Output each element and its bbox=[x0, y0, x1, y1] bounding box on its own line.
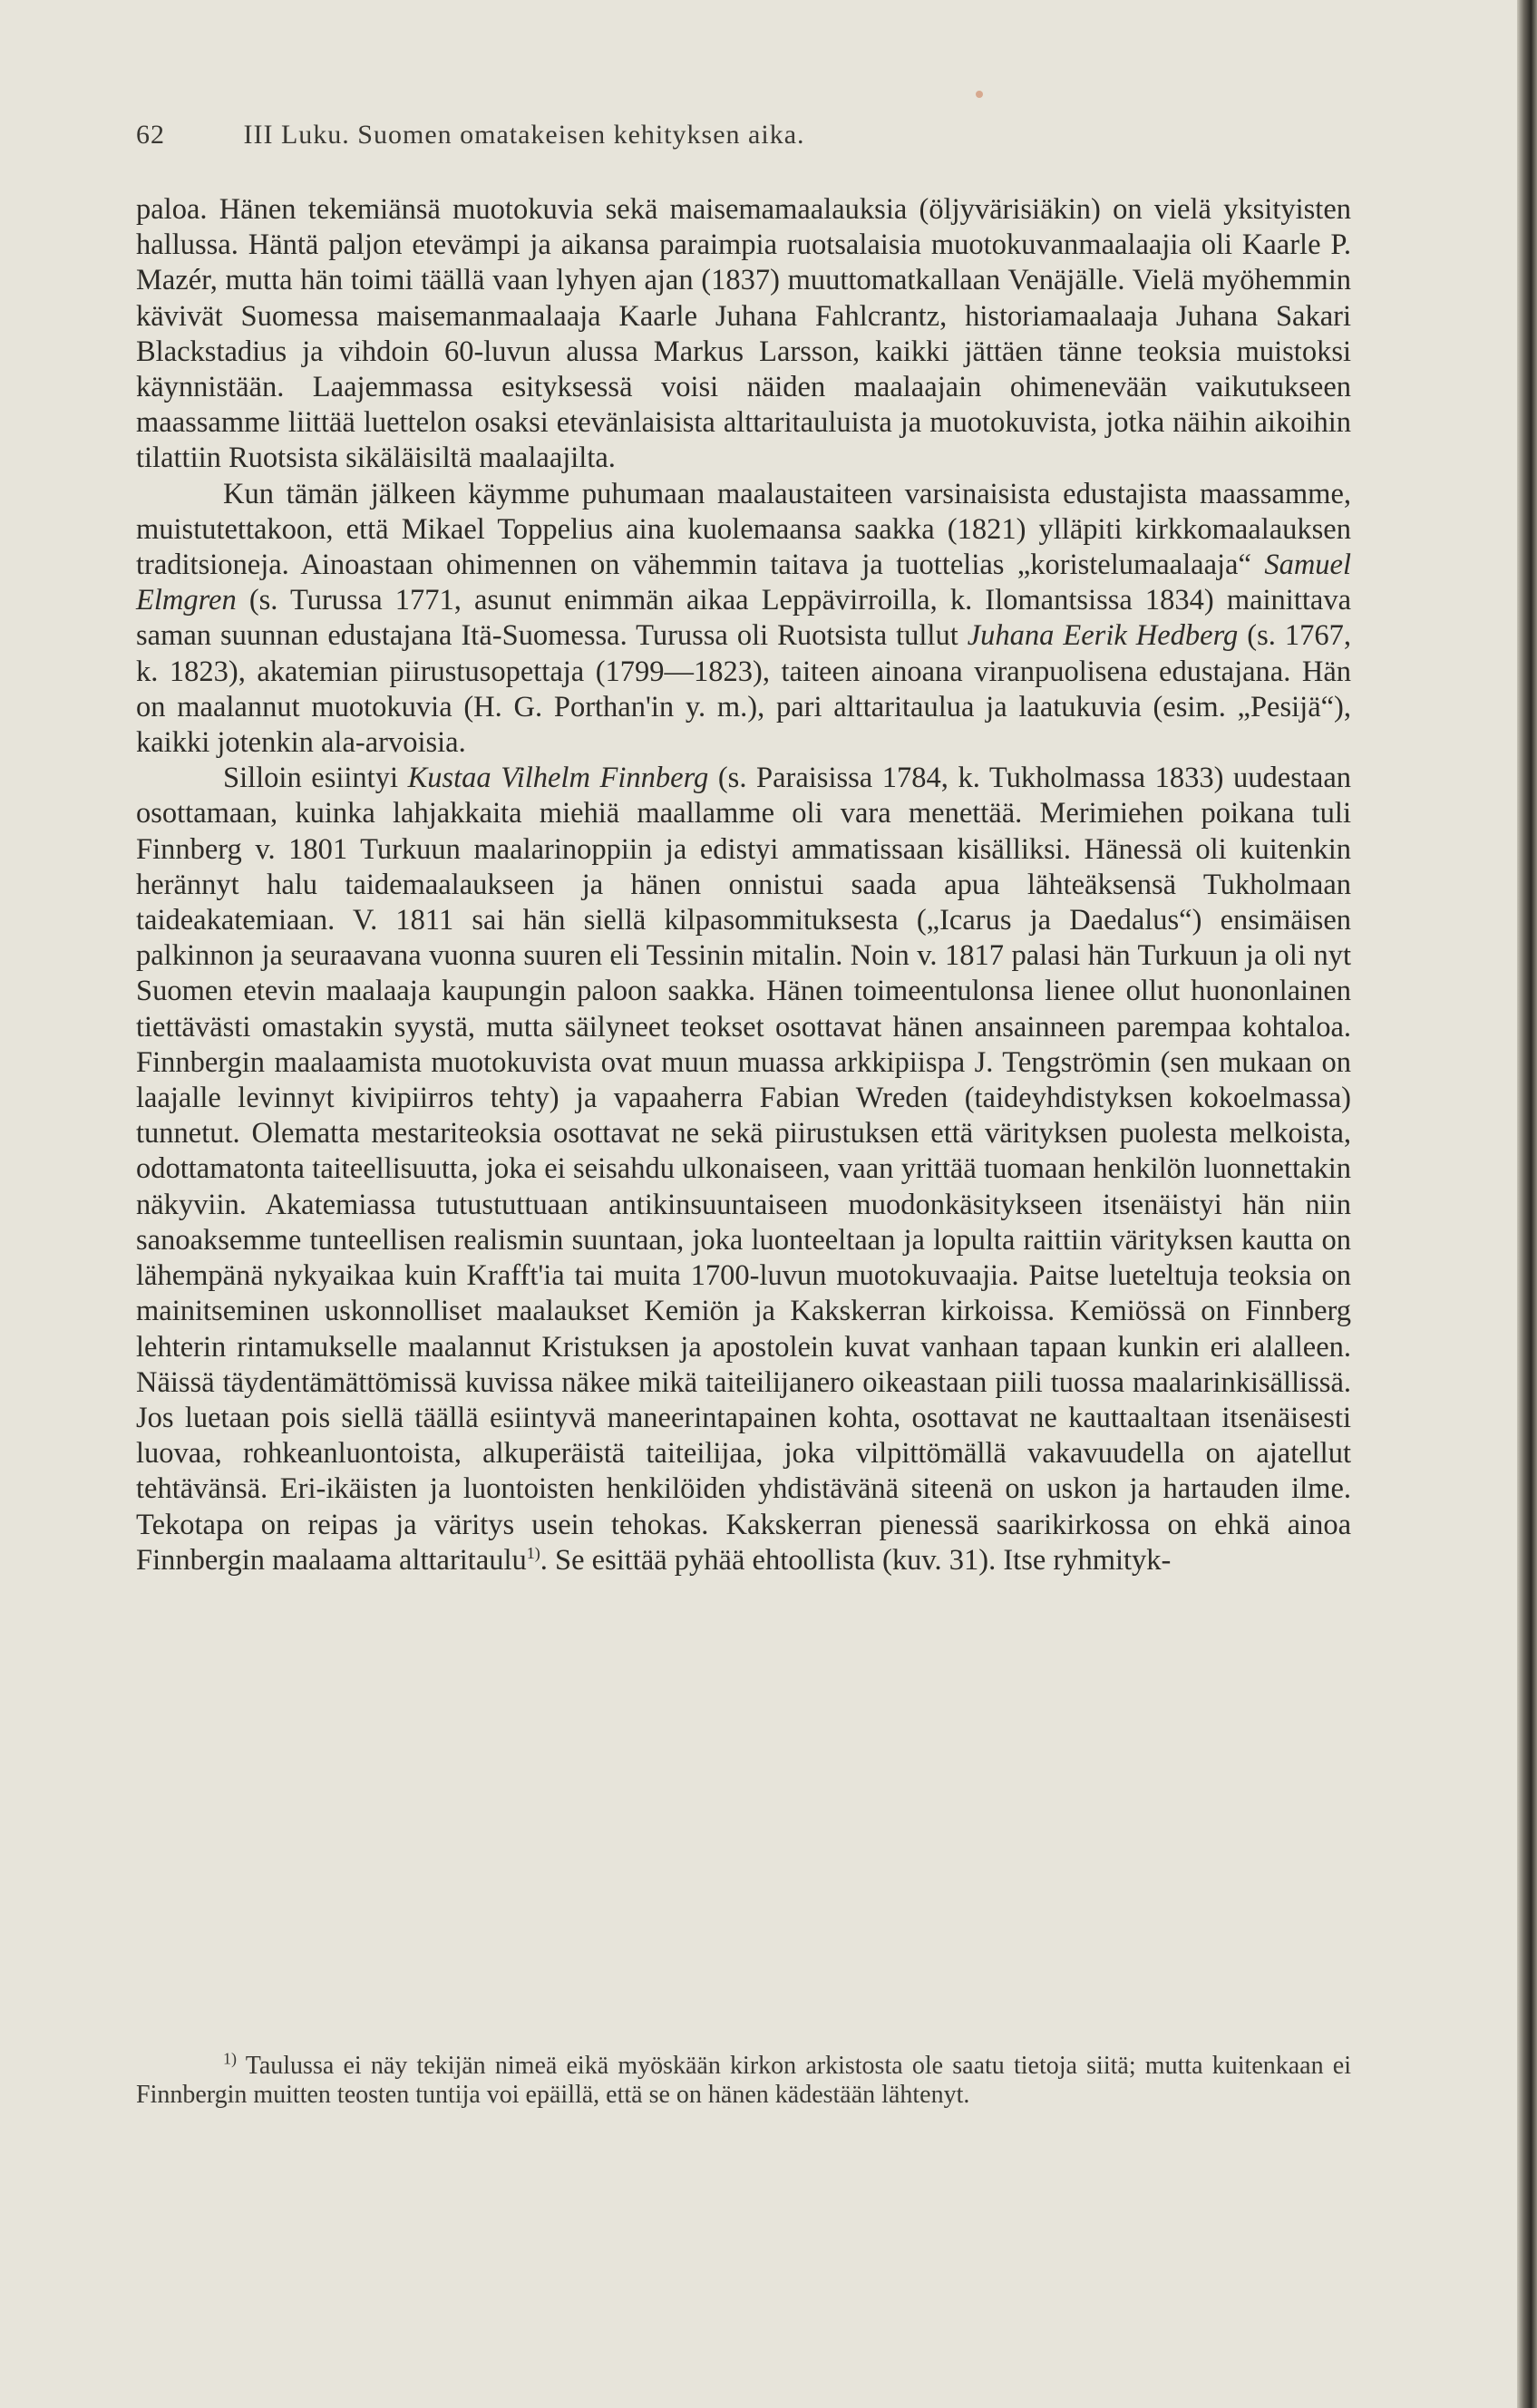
paragraph-text: (s. Turussa 1771, asunut enimmän aikaa Leppävirroilla, k. Ilomantsissa 1834) mainittava saman suunnan edustajana Itä-Suomessa. Turussa oli Ruotsista tullut bbox=[136, 584, 1351, 653]
page-number: 62 bbox=[136, 120, 165, 150]
paragraph bbox=[136, 477, 1351, 762]
paragraph bbox=[136, 761, 1351, 1578]
footnote-paragraph bbox=[136, 2049, 1351, 2110]
running-header bbox=[136, 120, 1351, 150]
footnote-marker: 1) bbox=[223, 2049, 237, 2068]
person-name: Juhana Eerik Hedberg bbox=[967, 619, 1239, 653]
footnote bbox=[136, 2049, 1351, 2110]
paragraph-text: (s. Paraisissa 1784, k. Tukholmassa 1833) uudestaan osottamaan, kuinka lahjakkaita miehiä maallamme oli vara menettää. Merimiehen poikana tuli Finnberg v. 1801 Turkuun maalarinoppiin ja edistyi ammatissaan kisälliksi. Hänessä oli kuitenkin herännyt halu taidemaalaukseen ja hänen onnistui saada apua lähteäksensä Tukholmaan taideakatemiaan. V. 1811 sai hän siellä kilpasommituksesta („Icarus ja Daedalus“) ensimäisen palkinnon ja seuraavana vuonna suuren eli Tessinin mitalin. Noin v. 1817 palasi hän Turkuun ja oli nyt Suomen etevin maalaaja kaupungin paloon saakka. Hänen toimeentulonsa lienee ollut huononlainen tiettävästi omastakin syystä, mutta säilyneet teokset osottavat hänen ansainneen parempaa kohtaloa. Finnbergin maalaamista muotokuvista ovat muun muassa arkkipiispa J. Tengströmin (sen mukaan on laajalle levinnyt kivipiirros tehty) ja vapaaherra Fabian Wreden (taideyhdistyksen kokoelmassa) tunnetut. Olematta mestariteoksia osottavat ne sekä piirustuksen että värityksen puolesta melkoista, odottamatonta taiteellisuutta, joka ei seisahdu ulkonaiseen, vaan yrittää tuomaan henkilön luonnettakin näkyviin. Akatemiassa tutustuttuaan antikinsuuntaiseen muodonkäsitykseen itsenäistyi hän niin sanoaksemme tunteellisen realismin suuntaan, joka luonteeltaan ja lopulta raittiin värityksen kautta on lähempänä nykyaikaa kuin Krafft'ia tai muita 1700-luvun muotokuvaajia. Paitse lueteltuja teoksia on mainitseminen uskonnolliset maalaukset Kemiön ja Kakskerran kirkoissa. Kemiössä on Finnberg lehterin rintamukselle maalannut Kristuksen ja apostolein kuvat vanhaan tapaan kunkin eri alalleen. Näissä täydentämättömissä kuvissa näkee mikä taiteilijanero oikeastaan piili tuossa maalarinkisällissä. Jos luetaan pois siellä täällä esiintyvä maneerintapainen kohta, osottavat ne kauttaaltaan itsenäisesti luovaa, rohkeanluontoista, alkuperäistä taiteilijaa, joka vilpittömällä vakavuudella on ajatellut tehtävänsä. Eri-ikäisten ja luontoisten henkilöiden yhdistävänä siteenä on uskon ja hartauden ilme. Tekotapa on reipas ja väritys usein tehokas. Kakskerran pienessä saarikirkossa on ehkä ainoa Finnbergin maalaama alttaritaulu bbox=[136, 762, 1351, 1577]
person-name: Samuel Elmgren bbox=[136, 549, 1351, 617]
person-name: Kustaa Vilhelm Finnberg bbox=[407, 762, 709, 795]
paragraph-text: Kun tämän jälkeen käymme puhumaan maalaustaiteen varsinaisista edustajista maassamme, muistutettakoon, että Mikael Toppelius aina kuolemaansa saakka (1821) ylläpiti kirkkomaalauksen traditsioneja. Ainoastaan ohimennen on vähemmin taitava ja tuottelias „koristelumaalaaja“ bbox=[136, 477, 1351, 582]
page-edge-shadow bbox=[1517, 0, 1537, 2408]
paragraph bbox=[136, 192, 1351, 477]
paragraph-text: Silloin esiintyi bbox=[223, 762, 408, 795]
footnote-text: Taulussa ei näy tekijän nimeä eikä myöskään kirkon arkistosta ole saatu tietoja siitä; mutta kuitenkaan ei Finnbergin muitten teosten tuntija voi epäillä, että se on hänen kädestään lähtenyt. bbox=[136, 2052, 1351, 2109]
paragraph-text: paloa. Hänen tekemiänsä muotokuvia sekä maisemamaalauksia (öljyvärisiäkin) on vielä yksityisten hallussa. Häntä paljon etevämpi ja aikansa paraimpia ruotsalaisia muotokuvanmaalaajia oli Kaarle P. Mazér, mutta hän toimi täällä vaan lyhyen ajan (1837) muuttomatkallaan Venäjälle. Vielä myöhemmin kävivät Suomessa maisemanmaalaaja Kaarle Juhana Fahlcrantz, historiamaalaaja Juhana Sakari Blackstadius ja vihdoin 60-luvun alussa Markus Larsson, kaikki jättäen tänne teoksia muistoksi käynnistään. Laajemmassa esityksessä voisi näiden maalaajain ohimenevään vaikutukseen maassamme liittää luettelon osaksi etevänlaisista alttaritauluista ja muotokuvista, jotka näihin aikoihin tilattiin Ruotsista sikäläisiltä maalaajilta. bbox=[136, 193, 1351, 475]
running-title: III Luku. Suomen omatakeisen kehityksen aika. bbox=[243, 120, 805, 150]
body-text bbox=[136, 192, 1351, 1578]
paragraph-text: (s. 1767, k. 1823), akatemian piirustusopettaja (1799—1823), taiteen ainoana viranpuolisena edustajana. Hän on maalannut muotokuvia (H. G. Porthan'in y. m.), pari alttaritaulua ja laatukuvia (esim. „Pesijä“), kaikki jotenkin ala-arvoisia. bbox=[136, 619, 1351, 760]
ink-spot bbox=[976, 91, 983, 98]
paragraph-text: . Se esittää pyhää ehtoollista (kuv. 31). Itse ryhmityk- bbox=[540, 1543, 1172, 1577]
footnote-ref: 1) bbox=[526, 1543, 540, 1562]
